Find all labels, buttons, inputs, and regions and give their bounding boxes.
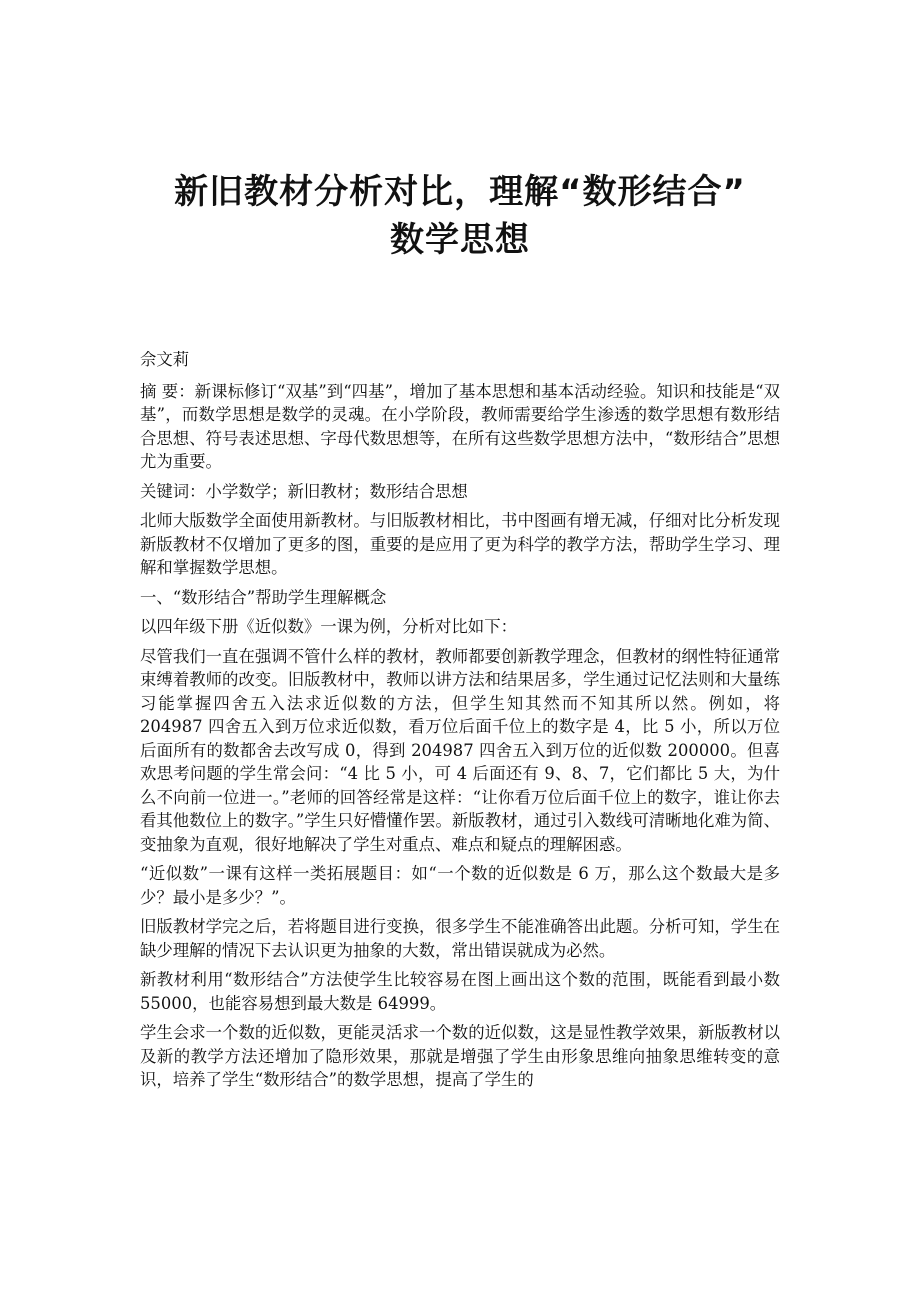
body-paragraph: 新教材利用“数形结合”方法使学生比较容易在图上画出这个数的范围，既能看到最小数 55000，也能容易想到最大数是 64999。 bbox=[140, 970, 780, 1013]
abstract-paragraph: 摘 要：新课标修订“双基”到“四基”，增加了基本思想和基本活动经验。知识和技能是“双基”，而数学思想是数学的灵魂。在小学阶段，教师需要给学生渗透的数学思想有数形结合思想、符号表述思想、字母代数思想等，在所有这些数学思想方法中，“数形结合”思想尤为重要。 bbox=[140, 381, 780, 471]
title-line-1: 新旧教材分析对比，理解“数形结合” bbox=[174, 172, 746, 212]
body-paragraph: 旧版教材学完之后，若将题目进行变换，很多学生不能准确答出此题。分析可知，学生在缺少理解的情况下去认识更为抽象的大数，常出错误就成为必然。 bbox=[140, 917, 780, 960]
section-heading: 一、“数形结合”帮助学生理解概念 bbox=[140, 587, 387, 607]
body-paragraph: 学生会求一个数的近似数，更能灵活求一个数的近似数，这是显性教学效果，新版教材以及新的教学方法还增加了隐形效果，那就是增强了学生由形象思维向抽象思维转变的意识，培养了学生“数形结合”的数学思想，提高了学生的 bbox=[140, 1023, 780, 1089]
body-paragraph: “近似数”一课有这样一类拓展题目：如“一个数的近似数是 6 万，那么这个数最大是多少？最小是多少？”。 bbox=[140, 864, 780, 907]
document-title bbox=[80, 168, 840, 264]
body-paragraph: 尽管我们一直在强调不管什么样的教材，教师都要创新教学理念，但教材的纲性特征通常束缚着教师的改变。旧版教材中，教师以讲方法和结果居多，学生通过记忆法则和大量练习能掌握四舍五入法求近似数的方法，但学生知其然而不知其所以然。例如，将 204987 四舍五入到万位求近似数，看万位后面千位上的数字是 4，比 5 小，所以万位后面所有的数都舍去改写成 0，得到 204987 四舍五入到万位的近似数 200000。但喜欢思考问题的学生常会问：“4 比 5 小，可 4 后面还有 9、8、7，它们都比 5 大，为什么不向前一位进一。”老师的回答经常是这样：“让你看万位后面千位上的数字，谁让你去看其他数位上的数字。”学生只好懵懂作罢。新版教材，通过引入数线可清晰地化难为简、变抽象为直观，很好地解决了学生对重点、难点和疑点的理解困惑。 bbox=[140, 646, 780, 854]
body-paragraph: 北师大版数学全面使用新教材。与旧版教材相比，书中图画有增无减，仔细对比分析发现新版教材不仅增加了更多的图，重要的是应用了更为科学的教学方法，帮助学生学习、理解和掌握数学思想。 bbox=[140, 511, 780, 577]
body-paragraph: 以四年级下册《近似数》一课为例，分析对比如下： bbox=[140, 617, 517, 636]
author-name: 佘文莉 bbox=[140, 350, 190, 369]
keywords-paragraph: 关键词：小学数学；新旧教材；数形结合思想 bbox=[140, 481, 468, 501]
title-line-2: 数学思想 bbox=[390, 220, 530, 260]
document-body bbox=[140, 348, 780, 1098]
